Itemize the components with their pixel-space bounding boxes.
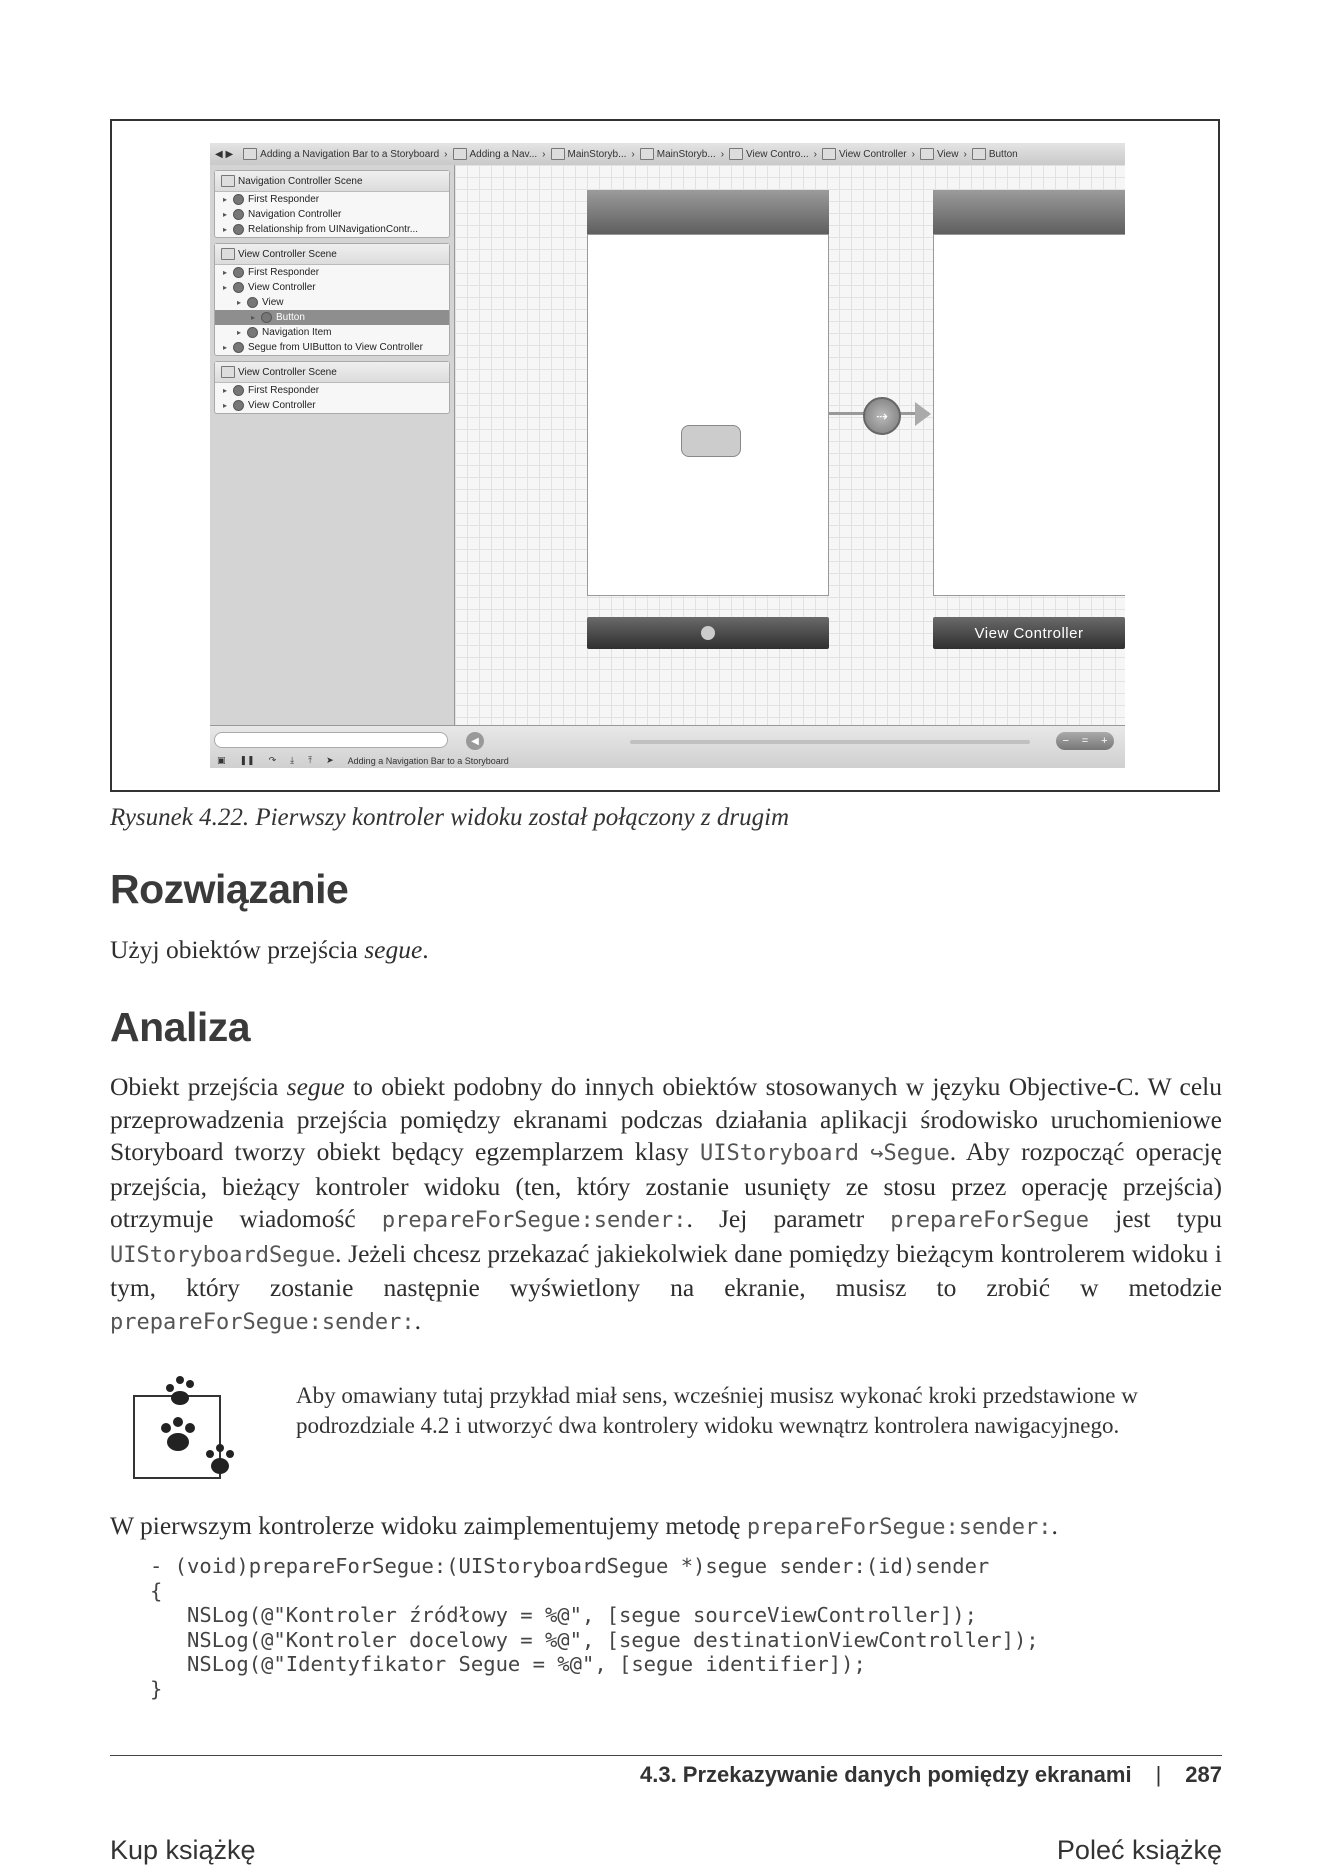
outline-item[interactable] bbox=[215, 192, 449, 207]
scene-dock-right bbox=[933, 617, 1125, 649]
solution-paragraph bbox=[110, 934, 1222, 967]
solution-text: Użyj obiektów przejścia bbox=[110, 935, 365, 964]
analysis-text-4: . Jej parametr bbox=[686, 1204, 891, 1233]
implementation-paragraph bbox=[110, 1510, 1222, 1545]
zoom-in-icon[interactable]: + bbox=[1101, 735, 1108, 747]
zoom-controls[interactable] bbox=[1056, 732, 1114, 750]
dock-icon bbox=[701, 626, 715, 640]
code-prepareforsegue-sender: prepareForSegue:sender: bbox=[381, 1208, 687, 1233]
scene-dock-left bbox=[587, 617, 829, 649]
outline-item-label: Navigation Item bbox=[262, 327, 332, 338]
crumb-separator-icon: › bbox=[542, 148, 546, 160]
object-icon bbox=[233, 194, 244, 205]
outline-scene bbox=[214, 361, 450, 414]
outline-item-label: Relationship from UINavigationContr... bbox=[248, 224, 419, 235]
object-icon bbox=[233, 267, 244, 278]
scene-header[interactable] bbox=[215, 244, 449, 265]
crumb-icon bbox=[453, 148, 467, 160]
crumb-separator-icon: › bbox=[720, 148, 725, 160]
scene-header[interactable] bbox=[215, 362, 449, 383]
document-outline bbox=[210, 165, 455, 725]
jump-bar-crumb[interactable] bbox=[817, 148, 912, 160]
page-number: 287 bbox=[1185, 1762, 1222, 1787]
horizontal-scrollbar[interactable] bbox=[630, 740, 1030, 744]
analysis-text-7: . bbox=[414, 1305, 422, 1335]
outline-item-label: View bbox=[262, 297, 284, 308]
solution-suffix: . bbox=[422, 935, 429, 964]
scene-icon bbox=[221, 175, 235, 187]
code-segue-continued: ↪Segue bbox=[870, 1141, 950, 1166]
outline-item[interactable] bbox=[215, 310, 449, 325]
analysis-text-6: . Jeżeli chcesz przekazać jakiekolwiek dane pomiędzy bieżącym kontrolerem widoku i tym, który zostanie następnie wyświetlony na ekranie, musisz to zrobić w metodzie bbox=[110, 1238, 1222, 1302]
disclosure-triangle-icon[interactable]: ▸ bbox=[251, 313, 256, 322]
zoom-fit-icon[interactable]: = bbox=[1081, 735, 1089, 747]
analysis-text-5: jest typu bbox=[1088, 1204, 1223, 1233]
outline-item[interactable] bbox=[215, 280, 449, 295]
crumb-label: Adding a Nav... bbox=[469, 148, 538, 160]
outline-item[interactable] bbox=[215, 383, 449, 398]
solution-italic: segue bbox=[364, 935, 423, 964]
debug-bar-label: Adding a Navigation Bar to a Storyboard bbox=[347, 755, 509, 766]
jump-bar-crumb[interactable] bbox=[635, 148, 721, 160]
disclosure-triangle-icon[interactable]: ▸ bbox=[223, 386, 228, 395]
segue-icon[interactable]: ⇢ bbox=[863, 397, 901, 435]
heading-analysis: Analiza bbox=[110, 1004, 251, 1050]
jump-bar bbox=[210, 143, 1125, 166]
crumb-separator-icon: › bbox=[911, 148, 915, 160]
crumb-label: View bbox=[936, 148, 959, 160]
storyboard-canvas bbox=[455, 165, 1125, 725]
crumb-label: View Contro... bbox=[746, 148, 809, 160]
outline-scene bbox=[214, 170, 450, 238]
outline-item[interactable] bbox=[215, 398, 449, 413]
outline-item-label: First Responder bbox=[248, 385, 320, 396]
outline-toggle-icon[interactable]: ◀ bbox=[466, 732, 484, 750]
navigation-bar-right bbox=[933, 190, 1125, 234]
code-block: - (void)prepareForSegue:(UIStoryboardSegue *)segue sender:(id)sender { NSLog(@"Kontroler źródłowy = %@", [segue sourceViewController]); NSLog(@"Kontroler docelowy = %@", [segue destinationViewController]); NSLog(@"Identyfikator Segue = %@", [segue identifier]); } bbox=[150, 1554, 1039, 1701]
object-icon bbox=[233, 385, 244, 396]
analysis-text-3: . Aby rozpocząć operację przejścia, bieżący kontroler widoku (ten, który zostanie usunięty ze stosu przez operację przejścia) otrzymuje wiadomość bbox=[110, 1137, 1222, 1233]
note-paw-icon bbox=[132, 1370, 252, 1480]
scene-title: Navigation Controller Scene bbox=[238, 175, 363, 187]
view-controller-left bbox=[587, 234, 829, 596]
crumb-icon bbox=[243, 148, 257, 160]
analysis-text-2: to obiekt podobny do innych obiektów stosowanych w języku Objective-C. W celu przeprowadzenia przejścia pomiędzy ekranami podczas działania aplikacji środowisko uruchomieniowe Storyboard tworzy obiekt będący egzemplarzem klasy bbox=[110, 1072, 1222, 1166]
crumb-label: MainStoryb... bbox=[567, 148, 627, 160]
view-controller-right bbox=[933, 234, 1125, 596]
crumb-separator-icon: › bbox=[444, 148, 448, 160]
pause-icon[interactable]: ❚❚ bbox=[239, 755, 255, 765]
debug-bar bbox=[210, 752, 1125, 768]
jump-bar-crumb[interactable] bbox=[546, 148, 635, 160]
console-icon[interactable]: ▣ bbox=[217, 755, 226, 765]
heading-solution: Rozwiązanie bbox=[110, 866, 349, 912]
crumb-icon bbox=[729, 148, 743, 160]
crumb-label: View Controller bbox=[839, 148, 907, 160]
crumb-icon bbox=[822, 148, 836, 160]
outline-filter-input[interactable] bbox=[214, 732, 448, 748]
crumb-icon bbox=[640, 148, 654, 160]
outline-item-label: Segue from UIButton to View Controller bbox=[248, 342, 423, 353]
crumb-icon bbox=[551, 148, 565, 160]
disclosure-triangle-icon[interactable]: ▸ bbox=[223, 343, 228, 352]
bottom-bar bbox=[210, 725, 1125, 768]
disclosure-triangle-icon[interactable]: ▸ bbox=[223, 401, 228, 410]
scene-icon bbox=[221, 248, 235, 260]
step-over-icon[interactable]: ↷ bbox=[268, 755, 277, 765]
location-icon[interactable]: ➤ bbox=[326, 755, 334, 765]
figure-frame bbox=[110, 119, 1220, 792]
navigation-bar-left bbox=[587, 190, 829, 234]
crumb-label: Adding a Navigation Bar to a Storyboard bbox=[260, 148, 440, 160]
recommend-book-link[interactable]: Poleć książkę bbox=[1056, 1835, 1222, 1865]
outline-item-label: First Responder bbox=[248, 267, 320, 278]
jump-bar-crumb[interactable] bbox=[448, 148, 546, 160]
outline-item-label: Navigation Controller bbox=[248, 209, 342, 220]
jump-bar-crumb[interactable] bbox=[238, 148, 444, 160]
crumb-separator-icon: › bbox=[631, 148, 635, 160]
dock-label: View Controller bbox=[974, 624, 1084, 642]
crumb-separator-icon: › bbox=[963, 148, 967, 160]
outline-scene bbox=[214, 243, 450, 356]
footer-rule bbox=[110, 1755, 1222, 1756]
analysis-text-1: Obiekt przejścia bbox=[110, 1072, 287, 1101]
object-icon bbox=[233, 400, 244, 411]
crumb-icon bbox=[920, 148, 934, 160]
object-icon bbox=[261, 312, 272, 323]
nav-arrows-icon[interactable]: ◀ ▶ bbox=[215, 148, 234, 160]
disclosure-triangle-icon[interactable]: ▸ bbox=[223, 195, 228, 204]
object-icon bbox=[233, 209, 244, 220]
outline-item-label: First Responder bbox=[248, 194, 320, 205]
code-uistoryboard: UIStoryboard bbox=[700, 1141, 859, 1166]
implementation-text: W pierwszym kontrolerze widoku zaimplementujemy metodę bbox=[110, 1511, 747, 1540]
crumb-separator-icon: › bbox=[813, 148, 817, 160]
footer-section-title: 4.3. Przekazywanie danych pomiędzy ekranami bbox=[640, 1762, 1132, 1787]
disclosure-triangle-icon[interactable]: ▸ bbox=[223, 225, 228, 234]
object-icon bbox=[233, 342, 244, 353]
outline-item-label: View Controller bbox=[248, 282, 316, 293]
page-footer bbox=[640, 1762, 1222, 1788]
outline-item[interactable] bbox=[215, 207, 449, 222]
disclosure-triangle-icon[interactable]: ▸ bbox=[223, 268, 228, 277]
footer-separator: | bbox=[1155, 1762, 1162, 1787]
outline-item[interactable] bbox=[215, 325, 449, 340]
outline-item[interactable] bbox=[215, 340, 449, 355]
outline-item-label: View Controller bbox=[248, 400, 316, 411]
code-prepareforsegue-sender-3: prepareForSegue:sender: bbox=[746, 1515, 1052, 1540]
code-uistoryboardsegue: UIStoryboardSegue bbox=[110, 1242, 336, 1268]
note-text: Aby omawiany tutaj przykład miał sens, wcześniej musisz wykonać kroki przedstawione w podrozdziale 4.2 i utworzyć dwa kontrolery widoku wewnątrz kontrolera nawigacyjnego. bbox=[296, 1383, 1138, 1438]
code-prepareforsegue-sender-2: prepareForSegue:sender: bbox=[110, 1309, 415, 1335]
crumb-icon bbox=[972, 148, 986, 160]
jump-bar-crumb[interactable] bbox=[967, 148, 1023, 160]
disclosure-triangle-icon[interactable]: ▸ bbox=[237, 298, 242, 307]
object-icon bbox=[247, 297, 258, 308]
zoom-out-icon[interactable]: − bbox=[1062, 735, 1069, 747]
scene-icon bbox=[221, 366, 235, 378]
segue-arrow-icon bbox=[915, 402, 931, 426]
step-in-icon[interactable]: ⤓ bbox=[290, 755, 295, 765]
scene-header[interactable] bbox=[215, 171, 449, 192]
outline-item[interactable] bbox=[215, 222, 449, 237]
analysis-italic: segue bbox=[286, 1072, 345, 1101]
jump-bar-crumb[interactable] bbox=[724, 148, 814, 160]
analysis-paragraph bbox=[110, 1071, 1222, 1339]
outline-item[interactable] bbox=[215, 295, 449, 310]
crumb-label: Button bbox=[988, 148, 1018, 160]
figure-caption: Rysunek 4.22. Pierwszy kontroler widoku został połączony z drugim bbox=[110, 804, 790, 831]
buy-book-link[interactable]: Kup książkę bbox=[110, 1835, 256, 1865]
code-prepareforsegue: prepareForSegue bbox=[890, 1208, 1089, 1233]
disclosure-triangle-icon[interactable]: ▸ bbox=[223, 283, 228, 292]
crumb-label: MainStoryb... bbox=[656, 148, 716, 160]
button-placeholder bbox=[681, 425, 741, 457]
object-icon bbox=[233, 282, 244, 293]
disclosure-triangle-icon[interactable]: ▸ bbox=[237, 328, 242, 337]
object-icon bbox=[247, 327, 258, 338]
scene-title: View Controller Scene bbox=[238, 248, 337, 260]
jump-bar-crumb[interactable] bbox=[915, 148, 967, 160]
xcode-screenshot bbox=[210, 143, 1125, 768]
implementation-suffix: . bbox=[1051, 1511, 1058, 1540]
object-icon bbox=[233, 224, 244, 235]
outline-item-label: Button bbox=[276, 312, 305, 323]
step-out-icon[interactable]: ⤒ bbox=[308, 755, 313, 765]
disclosure-triangle-icon[interactable]: ▸ bbox=[223, 210, 228, 219]
outline-item[interactable] bbox=[215, 265, 449, 280]
scene-title: View Controller Scene bbox=[238, 366, 337, 378]
